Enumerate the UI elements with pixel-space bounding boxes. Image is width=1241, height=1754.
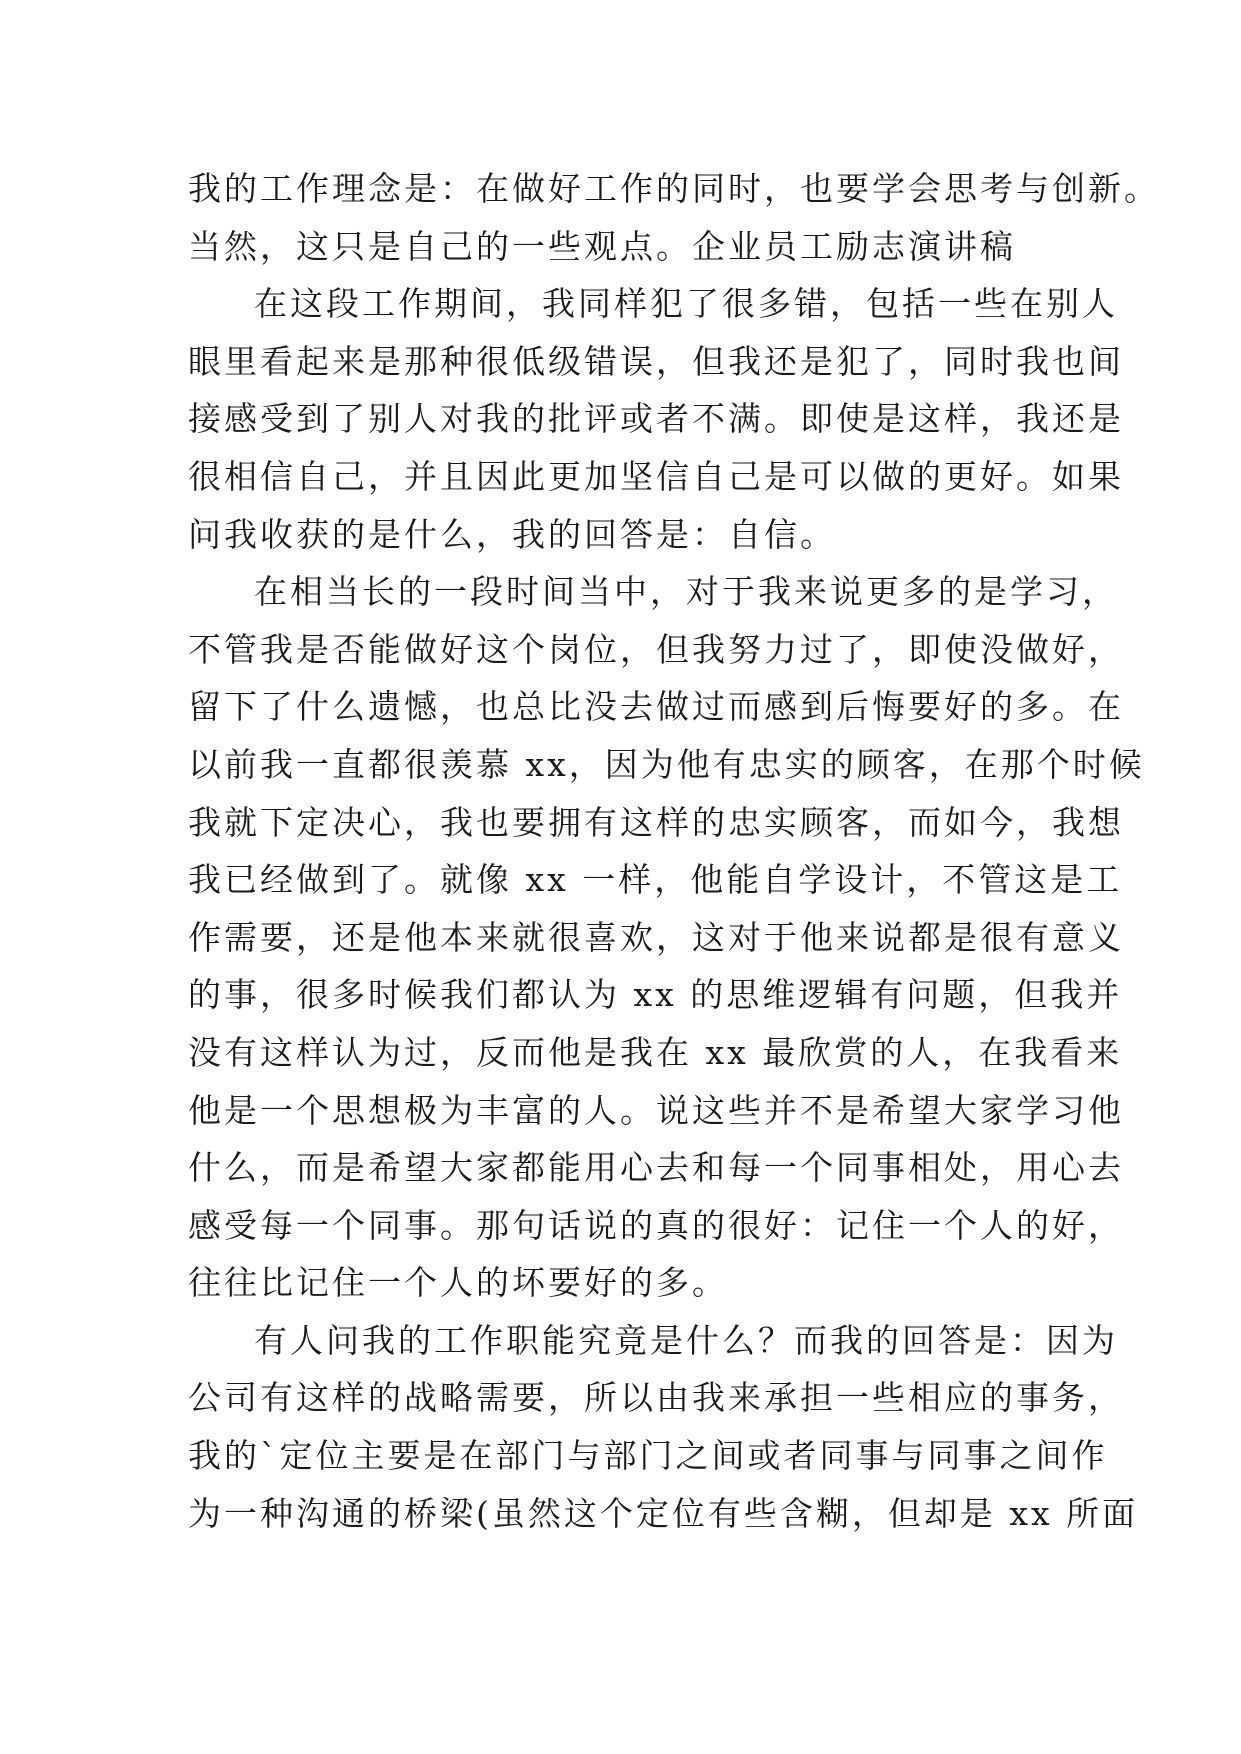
text-line: 我就下定决心，我也要拥有这样的忠实顾客，而如今，我想: [188, 802, 1124, 842]
text-line: 我的工作理念是：在做好工作的同时，也要学会思考与创新。: [188, 169, 1160, 208]
text-line: 问我收获的是什么，我的回答是：自信。: [188, 514, 836, 554]
text-line: 很相信自己，并且因此更加坚信自己是可以做的更好。如果: [188, 456, 1124, 496]
text-line: 我的`定位主要是在部门与部门之间或者同事与同事之间作: [188, 1436, 1108, 1476]
text-line: 为一种沟通的桥梁(虽然这个定位有些含糊，但却是 xx 所面: [188, 1493, 1139, 1533]
text-line: 不管我是否能做好这个岗位，但我努力过了，即使没做好，: [188, 629, 1124, 669]
text-line: 他是一个思想极为丰富的人。说这些并不是希望大家学习他: [188, 1090, 1124, 1130]
text-line: 公司有这样的战略需要，所以由我来承担一些相应的事务，: [188, 1378, 1124, 1418]
text-line: 没有这样认为过，反而他是我在 xx 最欣赏的人，在我看来: [188, 1032, 1123, 1072]
text-line: 我已经做到了。就像 xx 一样，他能自学设计，不管这是工: [188, 860, 1123, 900]
text-line: 作需要，还是他本来就很喜欢，这对于他来说都是很有意义: [188, 917, 1124, 957]
text-line: 什么，而是希望大家都能用心去和每一个同事相处，用心去: [188, 1148, 1124, 1188]
text-line: 感受每一个同事。那句话说的真的很好：记住一个人的好，: [188, 1205, 1124, 1245]
text-line: 留下了什么遗憾，也总比没去做过而感到后悔要好的多。在: [188, 687, 1124, 727]
paragraph-first-line: 有人问我的工作职能究竟是什么？而我的回答是：因为: [254, 1320, 1118, 1360]
document-body: [188, 160, 1160, 1542]
text-line: 接感受到了别人对我的批评或者不满。即使是这样，我还是: [188, 399, 1124, 439]
text-line: 以前我一直都很羡慕 xx，因为他有忠实的顾客，在那个时候: [188, 744, 1145, 784]
text-line: 往往比记住一个人的坏要好的多。: [188, 1263, 728, 1303]
paragraph-first-line: 在这段工作期间，我同样犯了很多错，包括一些在别人: [254, 284, 1118, 324]
paragraph-first-line: 在相当长的一段时间当中，对于我来说更多的是学习，: [254, 572, 1118, 612]
text-line: 当然，这只是自己的一些观点。企业员工励志演讲稿: [188, 226, 1016, 266]
text-line: 眼里看起来是那种很低级错误，但我还是犯了，同时我也间: [188, 341, 1124, 381]
text-line: 的事，很多时候我们都认为 xx 的思维逻辑有问题，但我并: [188, 975, 1123, 1015]
